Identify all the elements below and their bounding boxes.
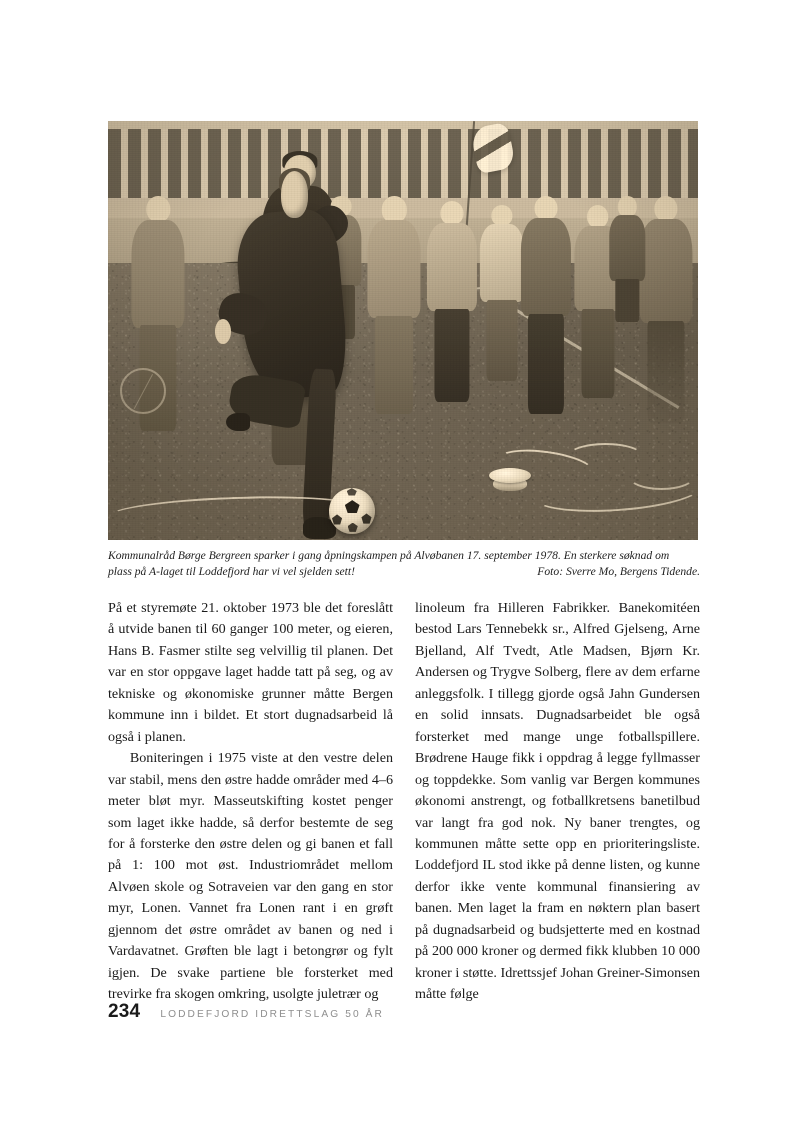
spectator-legs: [434, 309, 469, 402]
rope-on-ground: [568, 443, 643, 469]
spectator: [427, 201, 477, 402]
spectator-legs: [616, 279, 639, 322]
page-footer: [108, 1001, 384, 1023]
football-panel: [332, 514, 342, 524]
football-panel: [345, 500, 360, 513]
spectator-legs: [528, 314, 564, 414]
spectator-head: [654, 196, 677, 221]
spectator-legs: [486, 300, 517, 381]
football-panel: [361, 513, 371, 523]
kicker-head: [281, 171, 308, 218]
kicker-hand: [215, 319, 231, 344]
spectator-torso: [427, 223, 477, 311]
spectator: [639, 196, 692, 422]
caption-last-line-with-credit: [108, 564, 700, 580]
caption-line-second: plass på A-laget til Loddefjord har vi vel sjelden sett!: [108, 564, 355, 578]
spectator-head: [535, 196, 558, 220]
left-text-column: [108, 598, 393, 1006]
spectator-head: [587, 205, 609, 228]
paragraph: På et styremøte 21. oktober 1973 ble det foreslått å utvide banen til 60 ganger 100 meter, og eieren, Hans B. Fasmer stilte seg velvillig til planen. Det var en stor oppgave laget hadde tatt på seg, og av tekniske og økonomiske grunner måtte Bergen kommune inn i bildet. Et stort dugnadsarbeid lå også i planen.: [108, 600, 393, 745]
spectator-head: [146, 196, 169, 222]
kicking-official-borge-bergreen: [226, 171, 409, 531]
spectator-head: [440, 201, 463, 225]
page-number: 234: [108, 1001, 141, 1022]
spectator-head: [618, 196, 636, 216]
running-head: LODDEFJORD IDRETTSLAG 50 ÅR: [160, 1009, 385, 1020]
rope-spool: [489, 468, 531, 494]
historical-photograph-figure: [108, 121, 700, 578]
bicycle-wheel: [120, 368, 166, 414]
football-panel: [347, 488, 357, 495]
body-text-columns: [108, 598, 700, 1006]
photo-credit: Foto: Sverre Mo, Bergens Tidende.: [537, 564, 700, 578]
rope-on-ground: [627, 460, 696, 490]
paragraph: Boniteringen i 1975 viste at den vestre delen var stabil, mens den østre hadde områder med 4–6 meter bløt myr. Masseutskifting kostet penger som laget ikke hadde, så derfor bestemte de seg for å forsterke den østre delen og gi banen et fall på 1: 100 mot øst. Industriområdet mellom Alvøen skole og Sotraveien var den gang en stor myr, Lonen. Vannet fra Lonen rant i en grøft gjennom det østre området av banen og ned i Vardavatnet. Grøften ble lagt i betongrør og fylt igjen. De svake partiene ble forsterket med trevirke fra skogen omkring, usolgte juletrær og: [108, 750, 393, 1003]
figure-caption: [108, 548, 700, 579]
right-text-column: [415, 598, 700, 1006]
spectator-torso: [480, 224, 524, 301]
spectator-torso: [132, 220, 185, 328]
spectator-torso: [609, 215, 644, 280]
football-panel: [348, 523, 358, 532]
spectator-torso: [521, 218, 571, 316]
spectator: [610, 196, 645, 322]
spectator: [480, 205, 524, 381]
rope-spool-top-disc: [489, 468, 531, 483]
kicker-trailing-shoe: [226, 413, 250, 431]
paragraph: linoleum fra Hilleren Fabrikker. Banekomitéen bestod Lars Tennebekk sr., Alfred Gjelseng, Arne Bjelland, Alf Tvedt, Atle Madsen, Bjørn Kr. Andersen og Trygve Solberg, flere av dem erfarne anleggsfolk. I tillegg gjorde også Jahn Gundersen en solid innsats. Dugnadsarbeidet ble også forsterket med mange unge fotballspillere. Brødrene Hauge fikk i oppdrag å legge fyllmasser og toppdekke. Som vanlig var Bergen kommunes økonomi anstrengt, og fotballkretsens banetilbud var langt fra god nok. Ny baner trengtes, og kommunen måtte sette opp en prioriteringsliste. Loddefjord IL stod ikke på denne listen, og kunne derfor ikke vente kommunal finansiering av banen. Men laget la fram en nøktern plan basert på dugnadsarbeid og budsjetterte med en kostnad på 200 000 kroner og dermed fikk klubben 10 000 kroner i støtte. Idrettssjef Johan Greiner-Simonsen måtte følge: [415, 600, 700, 1003]
spectator-legs: [581, 309, 614, 398]
football: [329, 488, 375, 534]
caption-line-first: Kommunalråd Børge Bergreen sparker i gang åpningskampen på Alvøbanen 17. september 1978. En sterkere søknad om: [108, 549, 670, 562]
photograph-image: [108, 121, 698, 540]
spectator: [521, 196, 571, 414]
spectator-torso: [639, 219, 692, 323]
spectator-head: [491, 205, 512, 226]
spectator-legs: [647, 321, 684, 423]
